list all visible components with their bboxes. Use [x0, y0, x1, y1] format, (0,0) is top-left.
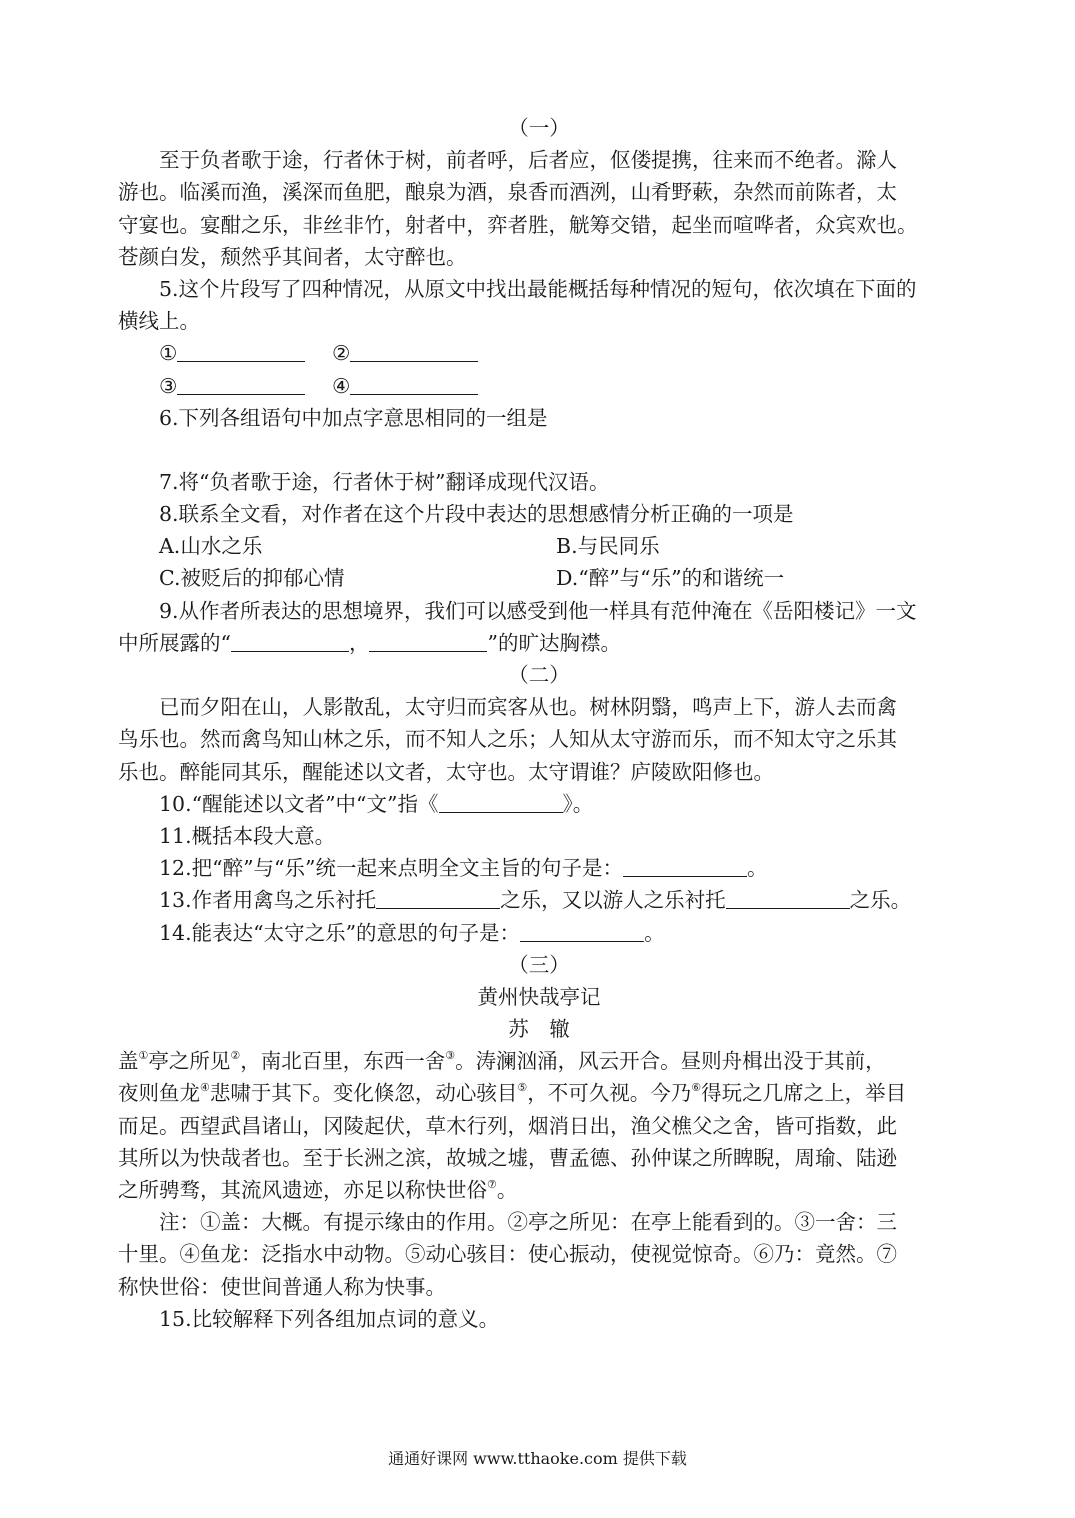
answer-blank[interactable]: [520, 921, 644, 942]
question-text: ，: [348, 630, 370, 655]
footnote-mark: ⑦: [487, 1178, 497, 1191]
question-text: 中所展露的“: [118, 630, 231, 655]
text: ，南北百里，东西一舍: [240, 1049, 446, 1074]
footnote-mark: ④: [200, 1081, 210, 1095]
answer-blank[interactable]: [177, 374, 305, 395]
question-11: 11.概括本段大意。: [159, 823, 336, 848]
note-line: 称快世俗：使世间普通人称为快事。: [118, 1274, 446, 1299]
question-14: [118, 917, 960, 949]
question-6: 6.下列各组语句中加点字意思相同的一组是: [159, 405, 548, 430]
question-9: 9.从作者所表达的思想境界，我们可以感受到他一样具有范仲淹在《岳阳楼记》一文: [159, 598, 917, 623]
question-15: 15.比较解释下列各组加点词的意义。: [159, 1306, 500, 1331]
passage-1: [118, 144, 960, 273]
question-text: 》。: [562, 791, 594, 816]
question-13: [118, 884, 960, 916]
footnote-mark: ③: [445, 1049, 456, 1063]
option-c[interactable]: C.被贬后的抑郁心情: [159, 566, 345, 591]
footnote-mark: ②: [230, 1049, 241, 1063]
passage-3: [118, 1045, 960, 1206]
answer-blank[interactable]: [726, 888, 850, 909]
essay-author: 苏 辙: [508, 1017, 570, 1042]
answer-blank[interactable]: [350, 374, 478, 395]
circle-mark: ①: [159, 341, 178, 366]
passage-line: 而足。西望武昌诸山，冈陵起伏，草木行列，烟消日出，渔父樵父之舍，皆可指数，此: [118, 1113, 897, 1138]
answer-blank[interactable]: [439, 792, 563, 813]
note-line: 注：①盖：大概。有提示缘由的作用。②亭之所见：在亭上能看到的。③一舍：三: [159, 1210, 897, 1235]
options-row-1: [118, 530, 960, 562]
text: 得玩之几席之上，举目: [701, 1081, 907, 1106]
essay-title: 黄州快哉亭记: [477, 984, 601, 1009]
passage-line: 苍颜白发，颓然乎其间者，太守醉也。: [118, 244, 467, 269]
text: 之所骋骛，其流风遗迹，亦足以称快世俗: [118, 1178, 487, 1202]
question-12: [118, 852, 960, 884]
passage-line: 已而夕阳在山，人影散乱，太守归而宾客从也。树林阴翳，鸣声上下，游人去而禽: [159, 695, 897, 720]
spacer: [118, 434, 960, 466]
question-text: 之乐，又以游人之乐衬托: [500, 888, 726, 913]
passage-2: [118, 691, 960, 788]
question-5-cont: 横线上。: [118, 309, 200, 334]
passage-line: 其所以为快哉者也。至于长洲之滨，故城之墟，曹孟德、孙仲谋之所睥睨，周瑜、陆逊: [118, 1145, 897, 1170]
option-a[interactable]: A.山水之乐: [159, 534, 263, 559]
answer-blank[interactable]: [350, 341, 478, 362]
question-text: 。: [747, 856, 768, 881]
answer-blank[interactable]: [623, 856, 747, 877]
question-text: 12.把“醉”与“乐”统一起来点明全文主旨的句子是：: [159, 856, 624, 881]
question-text: 之乐。: [849, 888, 912, 913]
text: 亭之所见: [148, 1049, 231, 1074]
note-line: 十里。④鱼龙：泛指水中动物。⑤动心骇目：使心振动，使视觉惊奇。⑥乃：竟然。⑦: [118, 1242, 897, 1267]
answer-blank[interactable]: [376, 888, 500, 909]
question-9-cont: [118, 627, 960, 659]
text: 。: [496, 1178, 518, 1202]
section-heading-1: （一）: [508, 116, 570, 140]
passage-line: [118, 1077, 960, 1109]
passage-line: 守宴也。宴酣之乐，非丝非竹，射者中，弈者胜，觥筹交错，起坐而喧哗者，众宾欢也。: [118, 212, 918, 237]
passage-line: 游也。临溪而渔，溪深而鱼肥，酿泉为酒，泉香而酒洌，山肴野蔌，杂然而前陈者，太: [118, 180, 897, 205]
footnote-mark: ⑤: [517, 1081, 528, 1095]
answer-blanks-row-1: [118, 337, 960, 369]
document-page: [118, 112, 960, 1335]
option-b[interactable]: B.与民同乐: [556, 534, 660, 559]
footnote-mark: ①: [138, 1049, 149, 1063]
question-5: 5.这个片段写了四种情况，从原文中找出最能概括每种情况的短句，依次填在下面的: [159, 276, 917, 301]
circle-mark: ③: [159, 373, 178, 398]
answer-blank[interactable]: [369, 631, 487, 652]
answer-blank[interactable]: [177, 341, 305, 362]
text: 。涛澜汹涌，风云开合。昼则舟楫出没于其前，: [455, 1049, 886, 1074]
options-row-2: [118, 562, 960, 594]
text: 夜则鱼龙: [118, 1081, 200, 1106]
text: 悲啸于其下。变化倏忽，动心骇目: [209, 1081, 518, 1106]
answer-blank[interactable]: [231, 631, 349, 652]
text: ，不可久视。今乃: [527, 1081, 692, 1106]
page-footer: 通通好课网 www.tthaoke.com 提供下载: [388, 1449, 687, 1468]
option-d[interactable]: D.“醉”与“乐”的和谐统一: [556, 566, 785, 591]
circle-mark: ④: [332, 373, 351, 398]
passage-line: 乐也。醉能同其乐，醒能述以文者，太守也。太守谓谁？庐陵欧阳修也。: [118, 759, 774, 784]
passage-line: 至于负者歌于途，行者休于树，前者呼，后者应，伛偻提携，往来而不绝者。滁人: [159, 148, 897, 173]
question-text: 10.“醒能述以文者”中“文”指《: [159, 791, 439, 816]
question-text: 13.作者用禽鸟之乐衬托: [159, 888, 377, 913]
footnotes: [118, 1206, 960, 1303]
passage-line: [118, 1045, 960, 1077]
answer-blanks-row-2: [118, 370, 960, 402]
section-heading-3: （三）: [508, 952, 570, 977]
section-heading-2: （二）: [508, 663, 570, 687]
question-8: 8.联系全文看，对作者在这个片段中表达的思想感情分析正确的一项是: [159, 502, 794, 527]
question-7: 7.将“负者歌于途，行者休于树”翻译成现代汉语。: [159, 469, 610, 494]
circle-mark: ②: [332, 341, 351, 366]
question-10: [118, 788, 960, 820]
passage-line: [118, 1174, 960, 1206]
question-text: 14.能表达“太守之乐”的意思的句子是：: [159, 920, 521, 945]
question-text: 。: [644, 920, 665, 945]
footnote-mark: ⑥: [691, 1081, 702, 1095]
text: 盖: [118, 1049, 139, 1074]
passage-line: 鸟乐也。然而禽鸟知山林之乐，而不知人之乐；人知从太守游而乐，而不知太守之乐其: [118, 727, 897, 752]
question-text: ”的旷达胸襟。: [487, 630, 621, 655]
